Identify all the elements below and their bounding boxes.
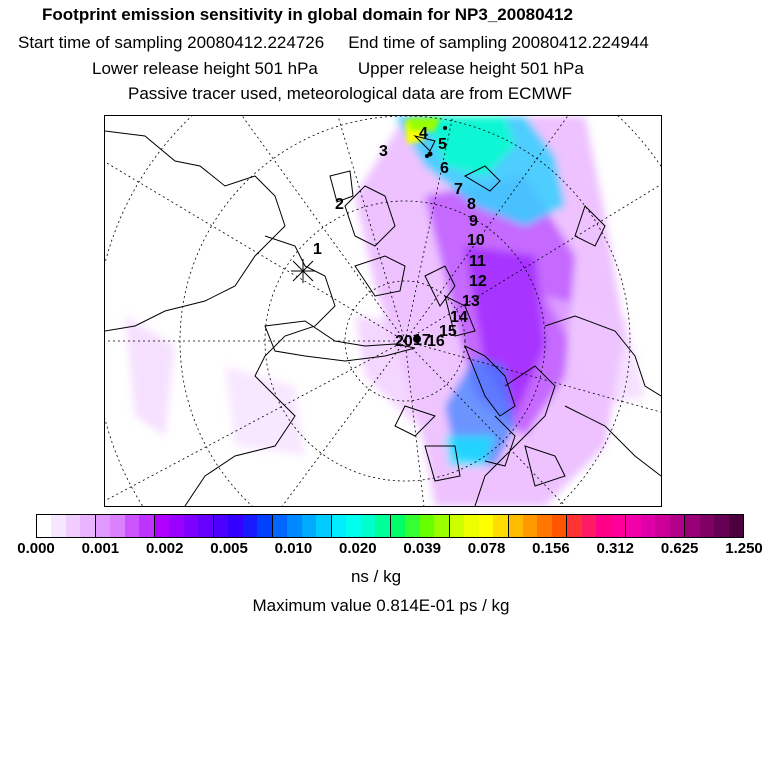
- colorbar-cell: [700, 515, 714, 537]
- colorbar-tick-label: 0.078: [467, 540, 506, 557]
- traj-label-20: 20: [395, 333, 413, 350]
- colorbar-cell: [361, 515, 375, 537]
- sensitivity-field: [125, 116, 645, 506]
- colorbar-tick-label: 0.020: [339, 540, 377, 557]
- traj-label-4: 4: [419, 125, 428, 142]
- colorbar-tick-label: 0.312: [596, 540, 635, 557]
- release-heights: [92, 59, 584, 79]
- colorbar-cell: [243, 515, 257, 537]
- colorbar-cell: [567, 515, 581, 537]
- colorbar: [36, 514, 744, 538]
- colorbar-cell: [685, 515, 699, 537]
- traj-label-11: 11: [469, 253, 486, 270]
- traj-label-10: 10: [467, 232, 485, 249]
- maximum-value-label: Maximum value 0.814E-01 ps / kg: [252, 596, 510, 615]
- traj-label-15: 15: [439, 323, 457, 340]
- colorbar-tick-label: 0.625: [660, 540, 699, 557]
- traj-label-2: 2: [335, 196, 344, 213]
- colorbar-cell: [375, 515, 390, 537]
- colorbar-tick-label: 1.250: [725, 540, 763, 557]
- colorbar-ticks: [0, 540, 768, 560]
- colorbar-tick-label: 0.039: [403, 540, 441, 557]
- colorbar-tick-label: 0.010: [274, 540, 313, 557]
- traj-label-6: 6: [440, 160, 449, 177]
- traj-label-12: 12: [469, 273, 487, 290]
- colorbar-cell: [51, 515, 65, 537]
- colorbar-cell: [537, 515, 551, 537]
- upper-height-label: Upper release height 501 hPa: [357, 59, 584, 78]
- colorbar-tick-label: 0.156: [532, 540, 570, 557]
- colorbar-cell: [346, 515, 360, 537]
- colorbar-cell: [493, 515, 508, 537]
- colorbar-tick-label: 0.000: [17, 540, 55, 557]
- colorbar-cell: [139, 515, 154, 537]
- release-point-marker: [291, 259, 315, 283]
- traj-label-7: 7: [454, 181, 463, 198]
- colorbar-cell: [479, 515, 493, 537]
- colorbar-cell: [110, 515, 124, 537]
- colorbar-tick-label: 0.002: [145, 540, 184, 557]
- colorbar-cell: [582, 515, 596, 537]
- colorbar-cell: [273, 515, 287, 537]
- colorbar-cell: [509, 515, 523, 537]
- colorbar-cell: [184, 515, 198, 537]
- colorbar-cell: [391, 515, 405, 537]
- colorbar-cell: [670, 515, 685, 537]
- tracer-info: Passive tracer used, meteorological data are from ECMWF: [128, 84, 573, 103]
- colorbar-cell: [464, 515, 478, 537]
- colorbar-tick-label: 0.001: [81, 540, 120, 557]
- map-canvas: [105, 116, 661, 506]
- colorbar-cell: [37, 515, 51, 537]
- colorbar-cell: [714, 515, 728, 537]
- colorbar-cell: [125, 515, 139, 537]
- colorbar-cell: [257, 515, 272, 537]
- colorbar-cell: [450, 515, 464, 537]
- traj-label-8: 8: [467, 196, 476, 213]
- traj-label-17: 17: [413, 332, 431, 349]
- traj-label-1: 1: [313, 241, 322, 258]
- colorbar-cell: [80, 515, 95, 537]
- colorbar-cell: [552, 515, 567, 537]
- traj-label-3: 3: [379, 143, 388, 160]
- colorbar-cell: [596, 515, 610, 537]
- colorbar-cell: [729, 515, 743, 537]
- traj-label-5: 5: [438, 136, 447, 153]
- colorbar-cell: [641, 515, 655, 537]
- colorbar-cell: [214, 515, 228, 537]
- colorbar-cell: [626, 515, 640, 537]
- colorbar-cell: [332, 515, 346, 537]
- colorbar-cell: [611, 515, 626, 537]
- end-time-label: End time of sampling 20080412.224944: [348, 33, 649, 52]
- colorbar-cell: [66, 515, 80, 537]
- colorbar-cell: [228, 515, 242, 537]
- lower-height-label: Lower release height 501 hPa: [92, 59, 318, 78]
- colorbar-cell: [405, 515, 419, 537]
- colorbar-cell: [523, 515, 537, 537]
- colorbar-tick-label: 0.005: [210, 540, 248, 557]
- traj-label-9: 9: [469, 213, 478, 230]
- sensitivity-map: [104, 115, 662, 507]
- traj-label-14: 14: [450, 309, 468, 326]
- plot-title: Footprint emission sensitivity in global domain for NP3_20080412: [42, 5, 573, 24]
- unit-label: ns / kg: [350, 567, 402, 586]
- colorbar-cell: [302, 515, 316, 537]
- traj-label-16: 16: [427, 333, 445, 350]
- colorbar-cell: [96, 515, 110, 537]
- colorbar-cell: [287, 515, 301, 537]
- colorbar-cell: [169, 515, 183, 537]
- sampling-times: [18, 33, 649, 53]
- colorbar-cell: [198, 515, 213, 537]
- colorbar-cell: [434, 515, 449, 537]
- colorbar-cell: [420, 515, 434, 537]
- start-time-label: Start time of sampling 20080412.224726: [18, 33, 325, 52]
- colorbar-cell: [316, 515, 331, 537]
- colorbar-cell: [155, 515, 169, 537]
- colorbar-cell: [655, 515, 669, 537]
- traj-label-13: 13: [462, 293, 480, 310]
